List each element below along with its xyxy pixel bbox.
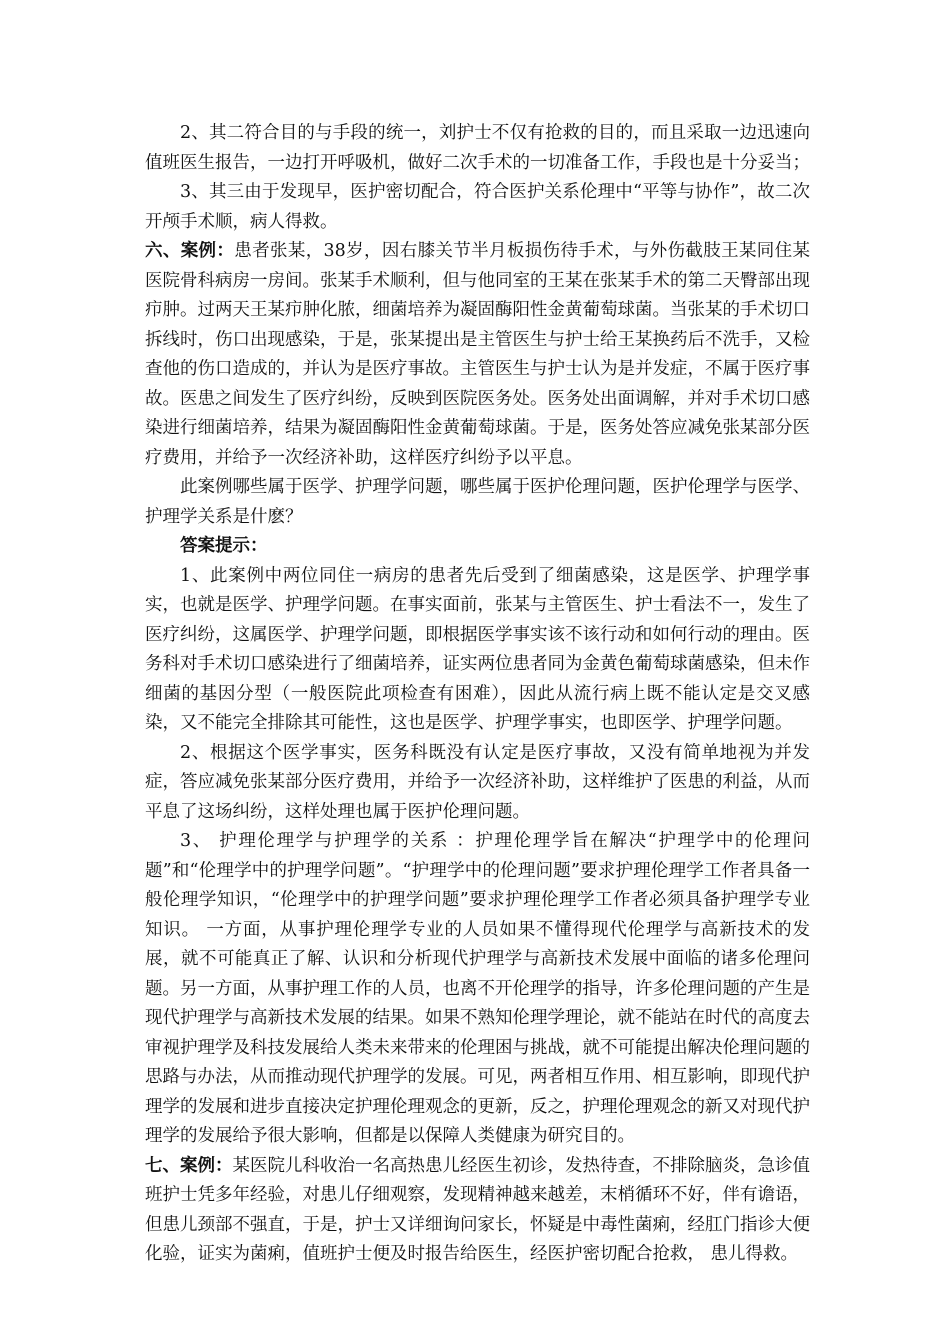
case-6-text: 患者张某，38岁，因右膝关节半月板损伤待手术，与外伤截肢王某同住某医院骨科病房一房间。张某手术顺利，但与他同室的王某在张某手术的第二天臀部出现疖肿。过两天王某疖肿化脓，细菌培养为凝固酶阳性金黄葡萄球菌。当张某的手术切口拆线时，伤口出现感染，于是，张某提出是主管医生与护士给王某换药后不洗手，又检查他的伤口造成的，并认为是医疗事故。主管医生与护士认为是并发症，不属于医疗事故。医患之间发生了医疗纠纷，反映到医院医务处。医务处出面调解，并对手术切口感染进行细菌培养，结果为凝固酶阳性金黄葡萄球菌。于是，医务处答应减免张某部分医疗费用，并给予一次经济补助，这样医疗纠纷予以平息。 xyxy=(145,241,810,468)
case-7-text: 某医院儿科收治一名高热患儿经医生初诊，发热待查，不排除脑炎，急诊值班护士凭多年经验，对患儿仔细观察，发现精神越来越差，末梢循环不好，伴有谵语，但患儿颈部不强直，于是，护士又详细询问家长，怀疑是中毒性菌痢，经肛门指诊大便化验，证实为菌痢，值班护士便及时报告给医生，经医护密切配合抢救， 患儿得救。 xyxy=(145,1155,810,1264)
case-6-question: 此案例哪些属于医学、护理学问题，哪些属于医护伦理问题，医护伦理学与医学、护理学关系是什麽？ xyxy=(145,477,810,527)
paragraph-point-3: 3、其三由于发现早，医护密切配合，符合医护关系伦理中“平等与协作”，故二次开颅手术顺，病人得救。 xyxy=(145,182,810,232)
case-6-heading: 六、案例： xyxy=(145,241,235,261)
paragraph-point-2: 2、其二符合目的与手段的统一，刘护士不仅有抢救的目的，而且采取一边迅速向值班医生报告，一边打开呼吸机，做好二次手术的一切准备工作，手段也是十分妥当； xyxy=(145,123,810,173)
case-7-heading: 七、案例： xyxy=(145,1155,233,1176)
document-page xyxy=(145,119,810,1270)
case-6-paragraph xyxy=(145,237,810,473)
answer-point-2: 2、根据这个医学事实，医务科既没有认定是医疗事故，又没有简单地视为并发症，答应减免张某部分医疗费用，并给予一次经济补助，这样维护了医患的利益，从而平息了这场纠纷，这样处理也属于医护伦理问题。 xyxy=(145,742,810,822)
answer-point-3: 3、 护理伦理学与护理学的关系 ：护理伦理学旨在解决“护理学中的伦理问题”和“伦理学中的护理学问题”。“护理学中的伦理问题”要求护理伦理学工作者具备一般伦理学知识，“伦理学中的护理学问题”要求护理伦理学工作者必须具备护理学专业知识。 一方面，从事护理伦理学专业的人员如果不懂得现代伦理学与高新技术的发展，就不可能真正了解、认识和分析现代护理学与高新技术发展中面临的诸多伦理问题。另一方面，从事护理工作的人员，也离不开伦理学的指导，许多伦理问题的产生是现代护理学与高新技术发展的结果。如果不熟知伦理学理论，就不能站在时代的高度去审视护理学及科技发展给人类未来带来的伦理困与挑战，就不可能提出解决伦理问题的思路与办法，从而推动现代护理学的发展。可见，两者相互作用、相互影响，即现代护理学的发展和进步直接决定护理伦理观念的更新，反之，护理伦理观念的新又对现代护理学的发展给予很大影响，但都是以保障人类健康为研究目的。 xyxy=(145,831,810,1146)
case-7-paragraph xyxy=(145,1152,810,1270)
answer-point-1: 1、此案例中两位同住一病房的患者先后受到了细菌感染，这是医学、护理学事实，也就是医学、护理学问题。在事实面前，张某与主管医生、护士看法不一，发生了医疗纠纷，这属医学、护理学问题，即根据医学事实该不该行动和如何行动的理由。医务科对手术切口感染进行了细菌培养，证实两位患者同为金黄色葡萄球菌感染，但未作细菌的基因分型（一般医院此项检查有困难），因此从流行病上既不能认定是交叉感染，又不能完全排除其可能性，这也是医学、护理学事实，也即医学、护理学问题。 xyxy=(145,565,810,733)
answer-hint-heading: 答案提示： xyxy=(180,536,268,556)
